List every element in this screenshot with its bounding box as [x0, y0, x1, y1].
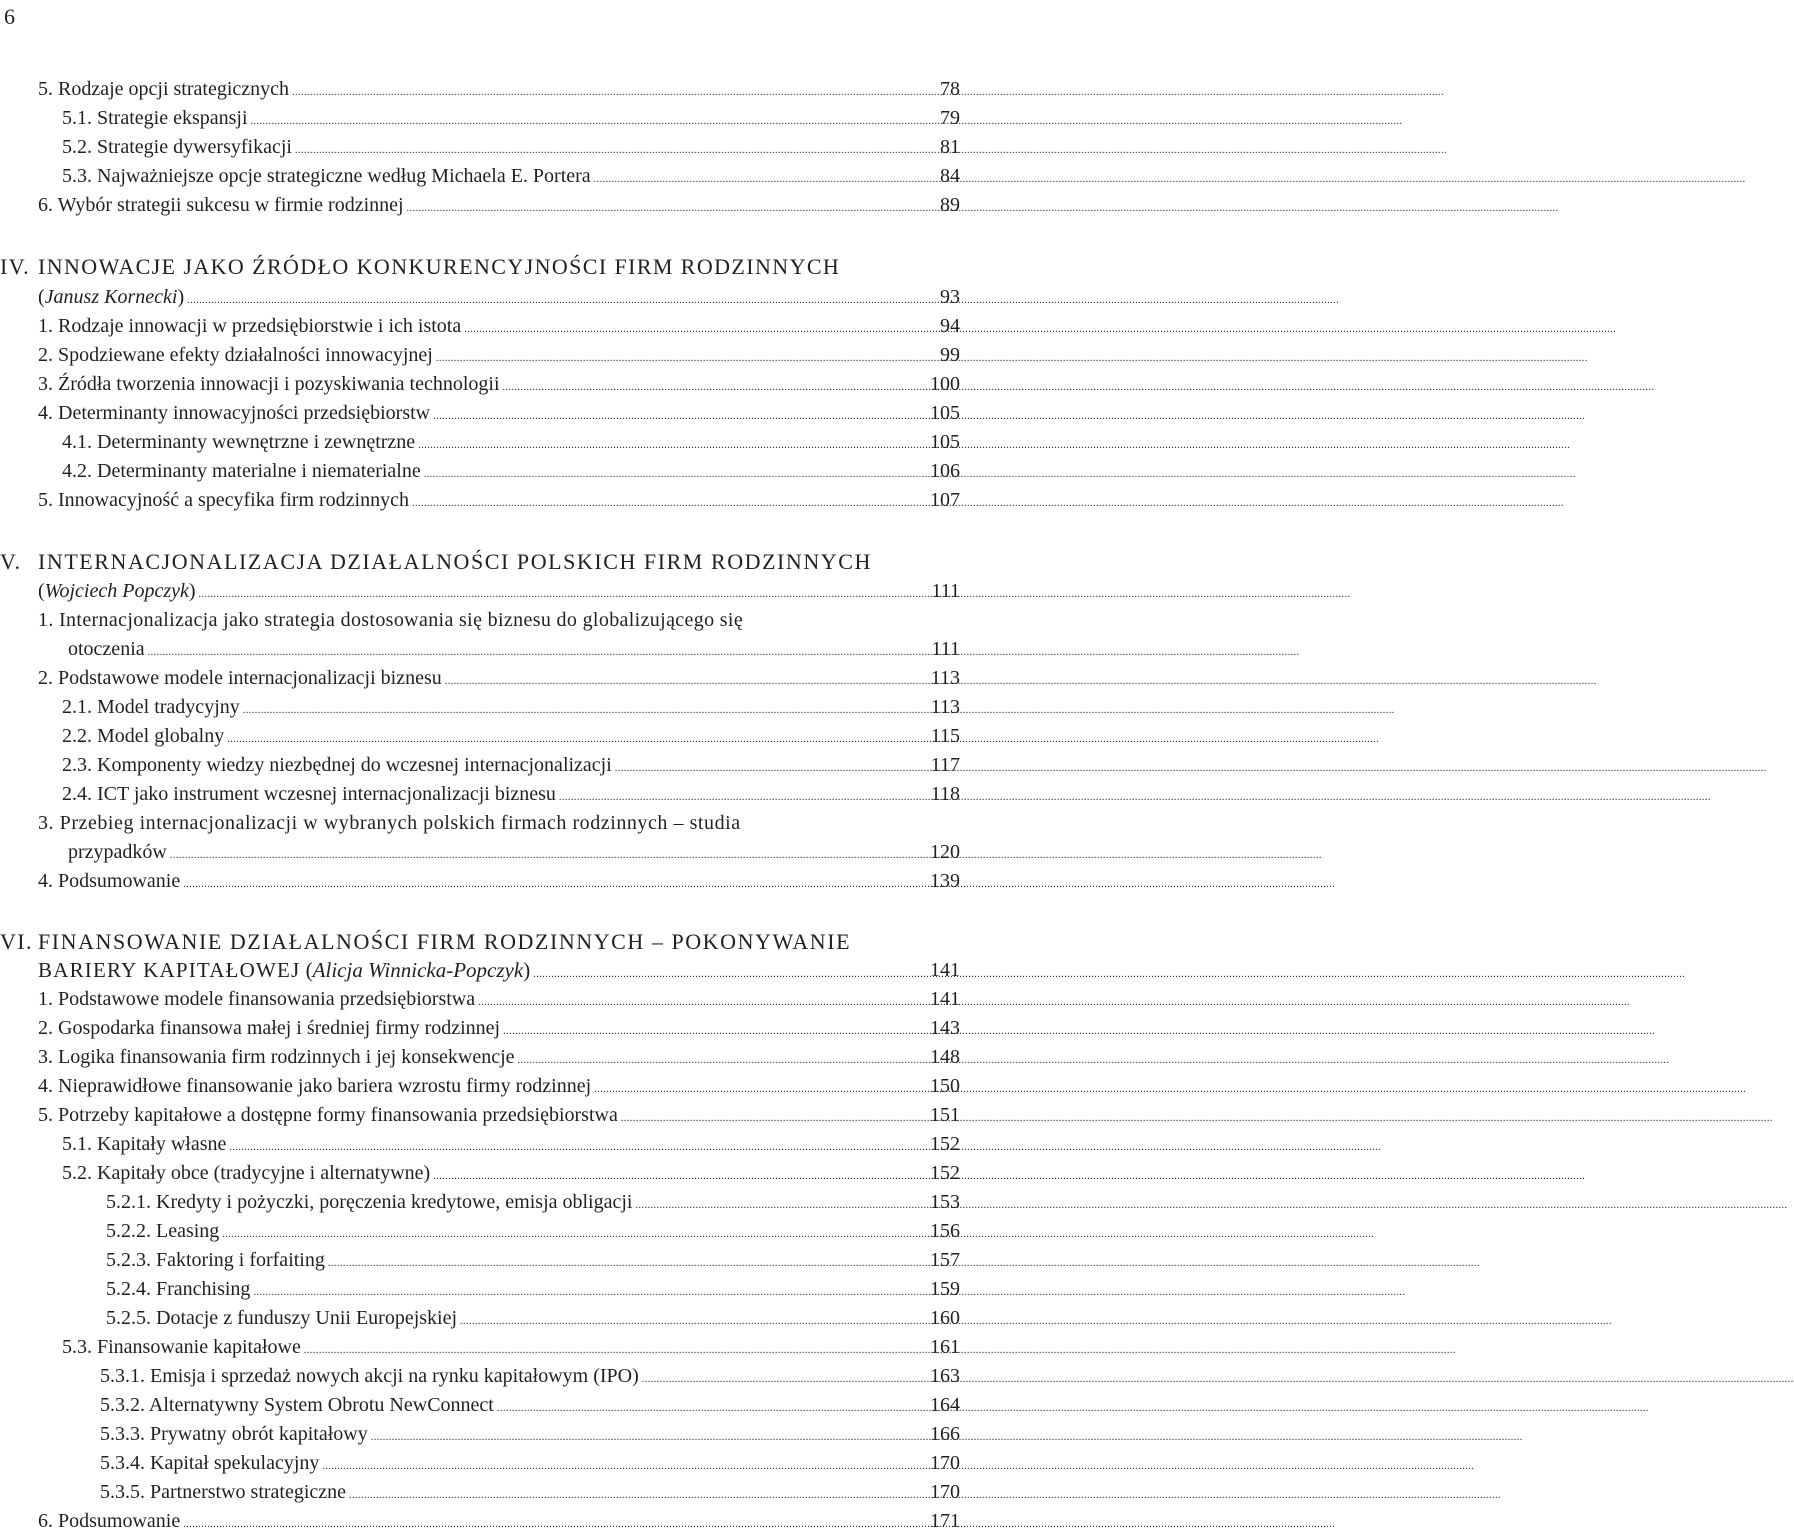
chapter-title: INNOWACJE JAKO ŹRÓDŁO KONKURENCYJNOŚCI FIRM RODZINNYCH: [38, 254, 841, 279]
toc-entry-title: 2.4. ICT jako instrument wczesnej internacjonalizacji biznesu: [62, 783, 556, 805]
toc-entry-page: 153: [930, 1191, 960, 1213]
toc-entry-line[interactable]: [38, 606, 900, 634]
toc-entry-title: 5.3.4. Kapitał spekulacyjny: [100, 1452, 320, 1474]
toc-author-entry[interactable]: (Wojciech Popczyk) .....: [38, 577, 900, 605]
toc-entry-title: 4. Determinanty innowacyjności przedsiębiorstw: [38, 402, 431, 424]
toc-entry-title: 5.2.3. Faktoring i forfaiting: [106, 1249, 325, 1271]
toc-entry-page: 84: [940, 165, 960, 187]
chapter-heading[interactable]: [0, 547, 872, 577]
toc-entry-page: 99: [940, 344, 960, 366]
toc-entry-title: 4. Nieprawidłowe finansowanie jako bariera wzrostu firmy rodzinnej: [38, 1075, 592, 1097]
toc-entry-title: 5.3. Finansowanie kapitałowe: [62, 1336, 301, 1358]
toc-entry-page: 171: [930, 1510, 960, 1532]
toc-entry-title-continued: otoczenia: [68, 638, 145, 660]
toc-entry-page: 157: [930, 1249, 960, 1271]
toc-entry-title: 5.1. Strategie ekspansji: [62, 107, 248, 129]
chapter-heading[interactable]: [0, 252, 841, 282]
chapter-author: Alicja Winnicka-Popczyk: [312, 958, 524, 982]
toc-entry-page: 152: [930, 1162, 960, 1184]
toc-entry-page: 159: [930, 1278, 960, 1300]
toc-entry-page: 164: [930, 1394, 960, 1416]
toc-author-entry[interactable]: BARIERY KAPITAŁOWEJ (Alicja Winnicka-Popczyk) .....: [38, 956, 900, 984]
toc-entry-title: 5.3.1. Emisja i sprzedaż nowych akcji na rynku kapitałowym (IPO): [100, 1365, 639, 1387]
toc-entry-title: 5.1. Kapitały własne: [62, 1133, 227, 1155]
toc-entry-page: 100: [930, 373, 960, 395]
toc-entry-page: 117: [930, 754, 960, 776]
toc-entry-title: 3. Przebieg internacjonalizacji w wybranych polskich firmach rodzinnych – studia: [38, 812, 741, 834]
toc-entry-line[interactable]: [38, 809, 900, 837]
toc-entry-title: 4.2. Determinanty materialne i niematerialne: [62, 460, 421, 482]
toc-entry-page: 143: [930, 1017, 960, 1039]
toc-entry-page: 78: [940, 78, 960, 100]
toc-entry-page: 151: [930, 1104, 960, 1126]
toc-entry-title: 2.2. Model globalny: [62, 725, 225, 747]
toc-entry-page: 163: [930, 1365, 960, 1387]
toc-entry-title: 2. Podstawowe modele internacjonalizacji biznesu: [38, 667, 442, 689]
toc-entry-page: 106: [930, 460, 960, 482]
toc-entry-title: 4.1. Determinanty wewnętrzne i zewnętrzne: [62, 431, 416, 453]
toc-entry-page: 111: [931, 580, 960, 602]
toc-entry-title: 2.3. Komponenty wiedzy niezbędnej do wczesnej internacjonalizacji: [62, 754, 612, 776]
chapter-title: FINANSOWANIE DZIAŁALNOŚCI FIRM RODZINNYCH – POKONYWANIE: [38, 929, 852, 954]
toc-entry-title: 5.3. Najważniejsze opcje strategiczne według Michaela E. Portera: [62, 165, 591, 187]
toc-entry-page: 141: [930, 988, 960, 1010]
chapter-number: V.: [0, 549, 22, 574]
toc-entry-title: 5.2.5. Dotacje z funduszy Unii Europejskiej: [106, 1307, 458, 1329]
toc-entry-title: 5.2.4. Franchising: [106, 1278, 251, 1300]
page-number: 6: [4, 4, 15, 29]
toc-entry-title: 1. Internacjonalizacja jako strategia dostosowania się biznesu do globalizującego się: [38, 609, 744, 631]
toc-entry-page: 152: [930, 1133, 960, 1155]
toc-entry-page: 115: [930, 725, 960, 747]
toc-entry-title: 2. Gospodarka finansowa małej i średniej firmy rodzinnej: [38, 1017, 501, 1039]
toc-entry-title: 6. Podsumowanie: [38, 1510, 181, 1532]
toc-entry-title-continued: przypadków: [68, 841, 167, 863]
toc-entry-page: 161: [930, 1336, 960, 1358]
toc-entry-title: 5.2.1. Kredyty i pożyczki, poręczenia kredytowe, emisja obligacji: [106, 1191, 633, 1213]
toc-entry-title: 6. Wybór strategii sukcesu w firmie rodzinnej: [38, 194, 404, 216]
toc-entry-page: 141: [930, 959, 960, 981]
toc-entry-page: 89: [940, 194, 960, 216]
toc-entry-title: 5. Rodzaje opcji strategicznych: [38, 78, 290, 100]
toc-entry-page: 170: [930, 1452, 960, 1474]
toc-entry-title: 5.2. Strategie dywersyfikacji: [62, 136, 292, 158]
toc-entry-page: 79: [940, 107, 960, 129]
toc-entry-page: 156: [930, 1220, 960, 1242]
chapter-title: INTERNACJONALIZACJA DZIAŁALNOŚCI POLSKICH FIRM RODZINNYCH: [38, 549, 872, 574]
chapter-title-continued: BARIERY KAPITAŁOWEJ: [38, 958, 301, 982]
toc-entry-title: 5.2.2. Leasing: [106, 1220, 220, 1242]
toc-author-entry[interactable]: (Janusz Kornecki) .....: [38, 283, 900, 311]
toc-entry-page: 170: [930, 1481, 960, 1503]
toc-entry-page: 120: [930, 841, 960, 863]
chapter-author: Janusz Kornecki: [44, 286, 178, 308]
toc-entry-page: 93: [940, 286, 960, 308]
toc-entry-title: 1. Podstawowe modele finansowania przedsiębiorstwa: [38, 988, 476, 1010]
toc-entry-title: 5. Potrzeby kapitałowe a dostępne formy finansowania przedsiębiorstwa: [38, 1104, 618, 1126]
toc-entry-page: 113: [930, 696, 960, 718]
toc-entry-title: 2. Spodziewane efekty działalności innowacyjnej: [38, 344, 433, 366]
toc-entry-title: 2.1. Model tradycyjny: [62, 696, 240, 718]
toc-entry-page: 105: [930, 402, 960, 424]
toc-entry-title: 1. Rodzaje innowacji w przedsiębiorstwie i ich istota: [38, 315, 462, 337]
chapter-heading[interactable]: [0, 927, 852, 957]
chapter-number: IV.: [0, 254, 31, 279]
toc-entry-title: 5. Innowacyjność a specyfika firm rodzinnych: [38, 489, 409, 511]
toc-entry-title: 5.3.3. Prywatny obrót kapitałowy: [100, 1423, 368, 1445]
toc-entry-title: 5.2. Kapitały obce (tradycyjne i alternatywne): [62, 1162, 431, 1184]
toc-entry-title: 5.3.2. Alternatywny System Obrotu NewConnect: [100, 1394, 494, 1416]
toc-entry-page: 111: [931, 638, 960, 660]
toc-entry-page: 139: [930, 870, 960, 892]
toc-entry-page: 105: [930, 431, 960, 453]
toc-entry-page: 150: [930, 1075, 960, 1097]
toc-entry-title: 3. Źródła tworzenia innowacji i pozyskiwania technologii: [38, 373, 500, 395]
toc-entry-page: 160: [930, 1307, 960, 1329]
toc-entry-page: 94: [940, 315, 960, 337]
toc-entry-page: 118: [930, 783, 960, 805]
toc-entry-title: 4. Podsumowanie: [38, 870, 181, 892]
toc-entry-title: 5.3.5. Partnerstwo strategiczne: [100, 1481, 347, 1503]
chapter-author: Wojciech Popczyk: [44, 580, 189, 602]
toc-entry-page: 166: [930, 1423, 960, 1445]
toc-entry-page: 148: [930, 1046, 960, 1068]
chapter-number: VI.: [0, 929, 33, 954]
toc-entry-page: 81: [940, 136, 960, 158]
toc-entry-title: 3. Logika finansowania firm rodzinnych i jej konsekwencje: [38, 1046, 515, 1068]
toc-entry-page: 113: [930, 667, 960, 689]
toc-entry-page: 107: [930, 489, 960, 511]
